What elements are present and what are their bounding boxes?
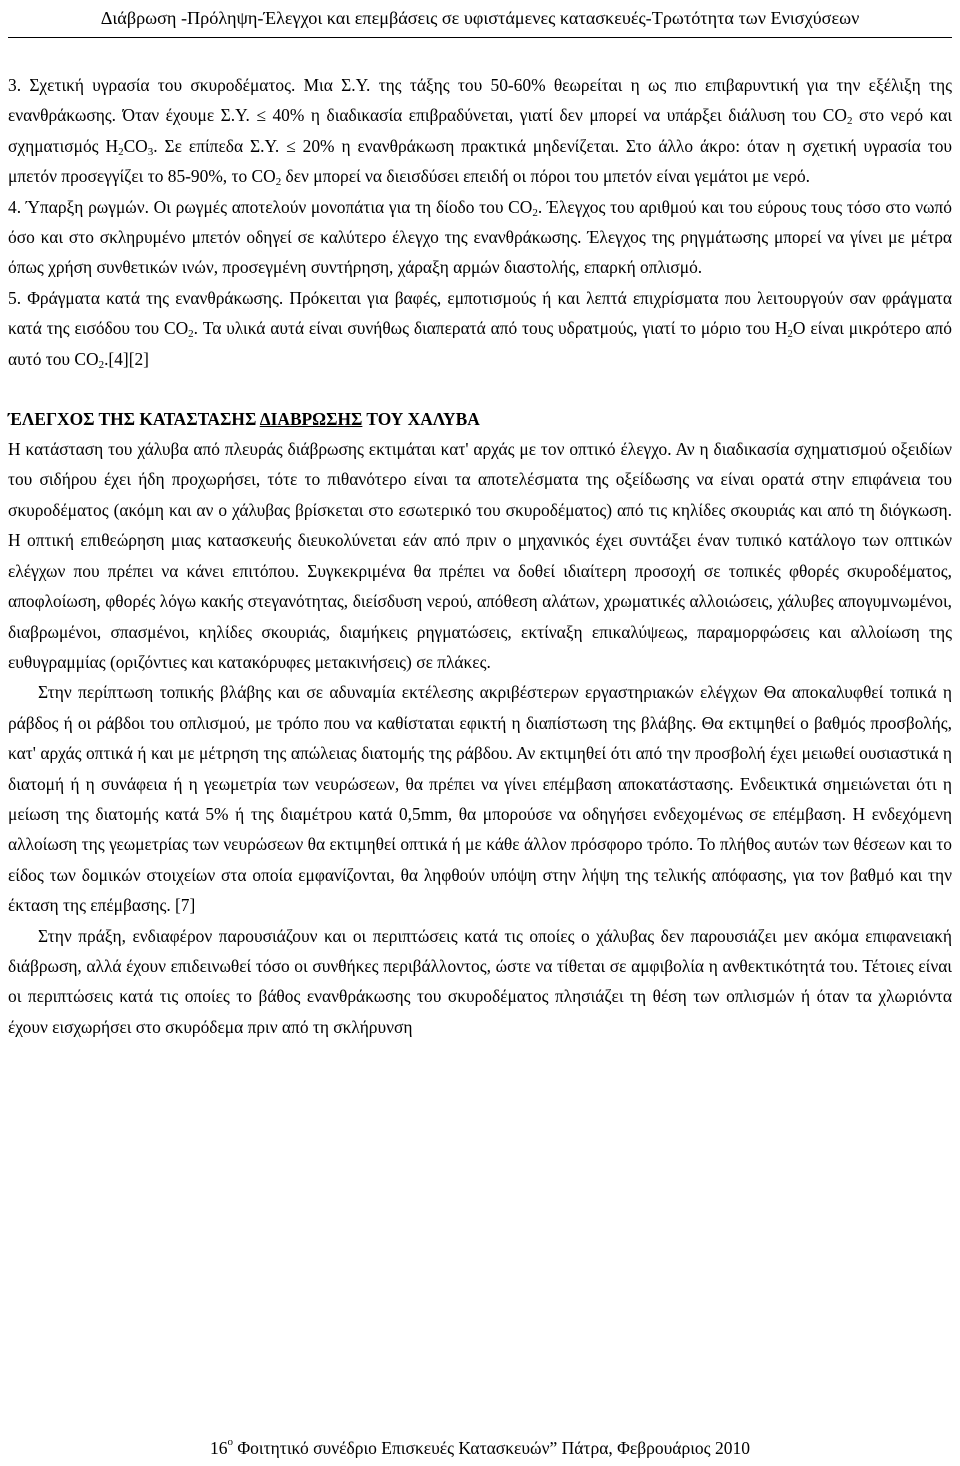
- header-divider: [8, 37, 952, 38]
- page-footer: $16^o$ Φοιτητικό συνέδριο Επισκευές Κατασκευών” Πάτρα, Φεβρουάριος 2010: [210, 1436, 750, 1458]
- header-title: Διάβρωση -Πρόληψη-Έλεγχοι και επεμβάσεις σε υφιστάμενες κατασκευές-Τρωτότητα των Ενισχύσεων: [100, 7, 860, 28]
- paragraph-local-damage: Στην περίπτωση τοπικής βλάβης και σε αδυναμία εκτέλεσης ακριβέστερων εργαστηριακών ελέγχων Θα αποκαλυφθεί τοπικά η ράβδος ή οι ράβδοι του οπλισμού, με τρόπο που να καθίσταται εφικτή η διαπίστωση της βλάβης. Θα εκτιμηθεί ο βαθμός προσβολής, κατ' αρχάς οπτικά ή και με μέτρηση της απώλειας διατομής της ράβδου. Αν εκτιμηθεί ότι από την προσβολή έχει μειωθεί ουσιαστικά η διατομή ή η συνάφεια ή η γεωμετρία των νευρώσεων, θα πρέπει να γίνει επέμβαση αποκατάστασης. Ενδεικτικά σημειώνεται ότι η μείωση της διατομής κατά 5% ή της διαμέτρου κατά 0,5mm, θα μπορούσε να οδηγήσει ενδεχομένως σε επέμβαση. Η ενδεχόμενη αλλοίωση της γεωμετρίας των νευρώσεων θα εκτιμηθεί οπτικά ή με κάθε άλλον πρόσφορο τρόπο. Το πλήθος αυτών των θέσεων και το είδος των δομικών στοιχείων στα οποία εμφανίζονται, θα ληφθούν υπόψη στην λήψη της τελικής απόφασης, για τον βαθμό και την έκταση της επέμβασης. [7]: [8, 682, 952, 916]
- section-heading: ΈΛΕΓΧΟΣ ΤΗΣ ΚΑΤΑΣΤΑΣΗΣ ΔΙΑΒΡΩΣΗΣ ΤΟΥ ΧΑΛΥΒΑ: [8, 409, 480, 430]
- running-header: [0, 0, 960, 36]
- page-body: [8, 70, 952, 1042]
- list-item-carbonation-barriers: 5. Φράγματα κατά της ενανθράκωσης. Πρόκειται για βαφές, εμποτισμούς ή και λεπτά επιχρίσματα που λειτουργούν σαν φράγματα κατά της εισόδου του $CO_2$. Τα υλικά αυτά είναι συνήθως διαπερατά από τους υδρατμούς, γιατί το μόριο του $H_2O$ είναι μικρότερο από αυτό του $CO_2.[4][2]$: [8, 287, 953, 371]
- list-item-relative-humidity: 3. Σχετική υγρασία του σκυροδέματος. Μια Σ.Υ. της τάξης του 50-60% θεωρείται η ως πιο επιβαρυντική για την εξέλιξη της ενανθράκωσης. Όταν έχουμε Σ.Υ. ≤ 40% η διαδικασία επιβραδύνεται, γιατί δεν μπορεί να υπάρξει διάλυση του $CO_2$ στο νερό και σχηματισμός $H_2CO_3$. Σε επίπεδα Σ.Υ. ≤ 20% η ενανθράκωση πρακτικά μηδενίζεται. Στο άλλο άκρο: όταν η σχετική υγρασία του μπετόν προσεγγίζει το 85-90%, το $CO_2$ δεν μπορεί να διεισδύσει επειδή οι πόροι του μπετόν είναι γεμάτοι με νερό.: [8, 75, 953, 189]
- paragraph-visual-inspection: Η κατάσταση του χάλυβα από πλευράς διάβρωσης εκτιμάται κατ' αρχάς με τον οπτικό έλεγχο. Αν η διαδικασία σχηματισμού οξειδίων του σιδήρου έχει ήδη προχωρήσει, τότε το πιθανότερο είναι τα αποτελέσματα της οξείδωσης να είναι ορατά στην επιφάνεια του σκυροδέματος (ακόμη και αν ο χάλυβας βρίσκεται στο εσωτερικό του σκυροδέματος) από τις κηλίδες σκουριάς και από τη διόγκωση. Η οπτική επιθεώρηση μιας κατασκευής διευκολύνεται εάν από πριν ο μηχανικός έχει συντάξει έναν τυπικό κατάλογο των οπτικών ελέγχων που πρέπει να κάνει επιτόπου. Συγκεκριμένα θα πρέπει να δοθεί ιδιαίτερη προσοχή σε τοπικές φθορές σκυροδέματος, αποφλοίωση, φθορές λόγω κακής στεγανότητας, διείσδυση νερού, απόθεση αλάτων, χρωματικές αλλοιώσεις, χάλυβες απογυμνωμένοι, διαβρωμένοι, σπασμένοι, κηλίδες σκουριάς, διαμήκεις ρηγματώσεις, εκτίναξη επικαλύψεως, παραμορφώσεις και αλλοίωση της ευθυγραμμίας (οριζόντιες και κατακόρυφες μετακινήσεις) σε πλάκες.: [8, 439, 952, 672]
- paragraph-practice: Στην πράξη, ενδιαφέρον παρουσιάζουν και οι περιπτώσεις κατά τις οποίες ο χάλυβας δεν παρουσιάζει μεν ακόμα επιφανειακή διάβρωση, αλλά έχουν επιδεινωθεί τόσο οι συνθήκες περιβάλλοντος, ώστε να τίθεται σε αμφιβολία η ανθεκτικότητά του. Τέτοιες είναι οι περιπτώσεις κατά τις οποίες το βάθος ενανθράκωσης του σκυροδέματος πλησιάζει τη θέση των οπλισμών ή όταν τα χλωριόντα έχουν εισχωρήσει στο σκυρόδεμα πριν από τη σκλήρυνση: [8, 925, 952, 1037]
- list-item-cracks: 4. Ύπαρξη ρωγμών. Οι ρωγμές αποτελούν μονοπάτια για τη δίοδο του $CO_2$. Έλεγχος του αριθμού και του εύρους τους τόσο στο νωπό όσο και στο σκληρυμένο μπετόν οδηγεί σε καλύτερο έλεγχο της ενανθράκωσης. Έλεγχος της ρηγμάτωσης μπορεί να γίνει με μέτρα όπως χρήση συνθετικών ινών, προσεγμένη συντήρηση, χάραξη αρμών διαστολής, επαρκή οπλισμό.: [8, 196, 952, 278]
